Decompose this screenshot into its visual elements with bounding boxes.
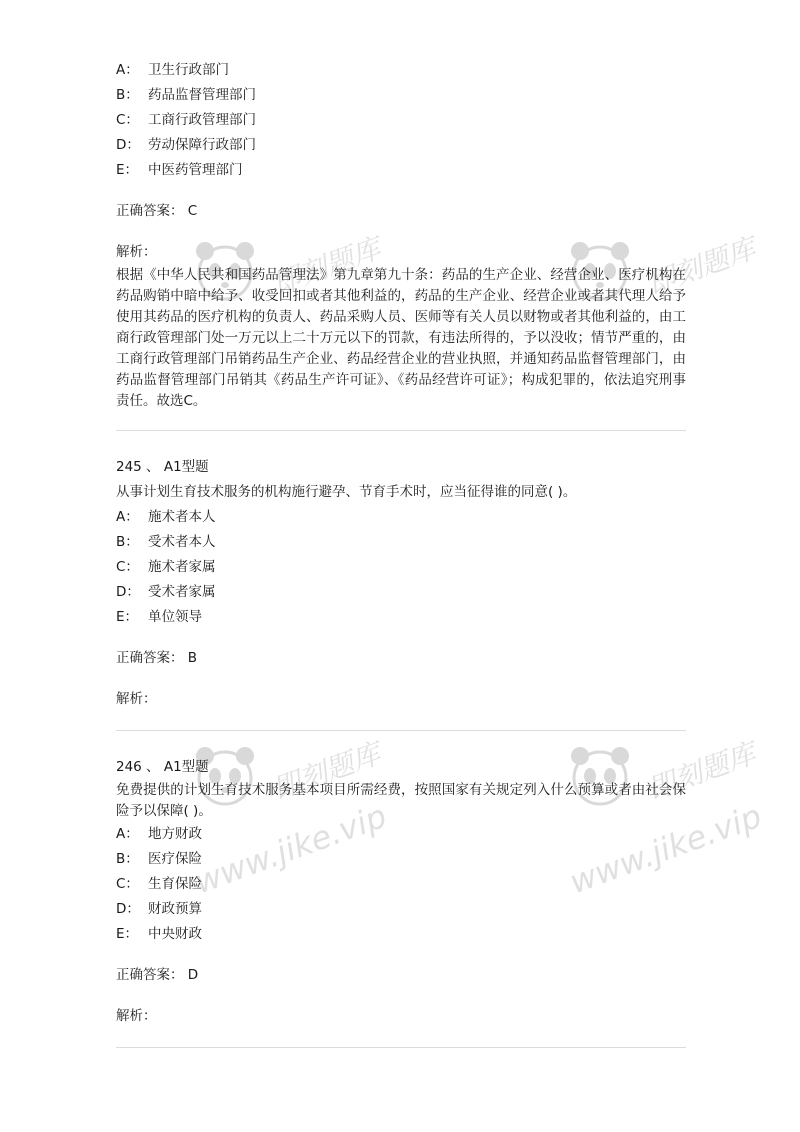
option-d: D： 财政预算 xyxy=(116,901,202,917)
analysis-label: 解析： xyxy=(116,244,157,260)
option-a: A： 卫生行政部门 xyxy=(116,62,229,78)
watermark-brand: 即刻题库 xyxy=(643,231,760,302)
option-e: E： 单位领导 xyxy=(116,609,202,625)
divider xyxy=(116,1047,686,1048)
option-e: E： 中央财政 xyxy=(116,926,202,942)
divider xyxy=(116,430,686,431)
option-a: A： 施术者本人 xyxy=(116,509,216,525)
option-c: C： 施术者家属 xyxy=(116,559,216,575)
correct-answer: 正确答案： D xyxy=(116,967,199,983)
question-text: 从事计划生育技术服务的机构施行避孕、节育手术时，应当征得谁的同意( )。 xyxy=(116,484,577,500)
option-d: D： 受术者家属 xyxy=(116,584,216,600)
correct-answer: 正确答案： B xyxy=(116,650,198,666)
divider xyxy=(116,730,686,731)
option-c: C： 工商行政管理部门 xyxy=(116,112,256,128)
watermark-brand: 即刻题库 xyxy=(268,736,385,807)
option-e: E： 中医药管理部门 xyxy=(116,162,243,178)
watermark-brand: 即刻题库 xyxy=(643,736,760,807)
document-body xyxy=(116,58,686,1072)
correct-answer: 正确答案： C xyxy=(116,203,198,219)
option-a: A： 地方财政 xyxy=(116,826,202,842)
option-d: D： 劳动保障行政部门 xyxy=(116,137,256,153)
question-245 xyxy=(116,455,686,712)
analysis-text: 根据《中华人民共和国药品管理法》第九章第九十条：药品的生产企业、经营企业、医疗机构在药品购销中暗中给予、收受回扣或者其他利益的，药品的生产企业、经营企业或者其代理人给予使用其药品的医疗机构的负责人、药品采购人员、医师等有关人员以财物或者其他利益的，由工商行政管理部门处一万元以上二十万元以下的罚款，有违法所得的，予以没收；情节严重的，由工商行政管理部门吊销药品生产企业、药品经营企业的营业执照，并通知药品监督管理部门，由药品监督管理部门吊销其《药品生产许可证》、《药品经营许可证》；构成犯罪的，依法追究刑事责任。故选C。 xyxy=(116,267,686,409)
option-b: B： 受术者本人 xyxy=(116,534,216,550)
analysis-label: 解析： xyxy=(116,691,157,707)
option-b: B： 药品监督管理部门 xyxy=(116,87,256,103)
top-options xyxy=(116,58,686,183)
option-c: C： 生育保险 xyxy=(116,876,202,892)
watermark-url: www.jike.vip xyxy=(189,796,392,902)
question-246 xyxy=(116,755,686,1029)
watermark-brand: 即刻题库 xyxy=(268,231,385,302)
question-header: 246 、 A1型题 xyxy=(116,759,209,775)
option-b: B： 医疗保险 xyxy=(116,851,202,867)
watermark-url: www.jike.vip xyxy=(564,796,767,902)
question-header: 245 、 A1型题 xyxy=(116,459,209,475)
question-text: 免费提供的计划生育技术服务基本项目所需经费，按照国家有关规定列入什么预算或者由社会保险予以保障( )。 xyxy=(116,782,686,819)
analysis-label: 解析： xyxy=(116,1008,157,1024)
